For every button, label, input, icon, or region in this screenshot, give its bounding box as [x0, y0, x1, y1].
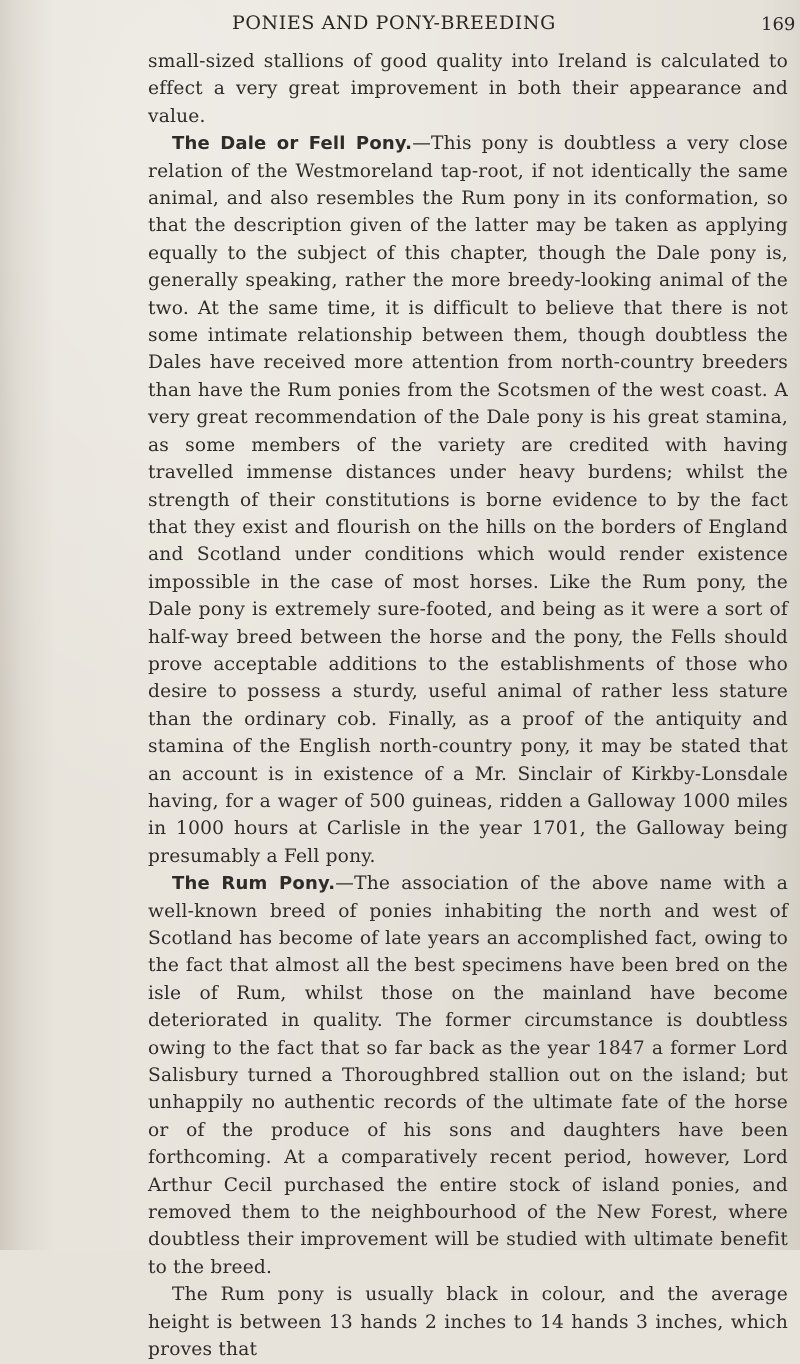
section-heading-rum-pony: The Rum Pony.	[172, 873, 336, 895]
paragraph-text: —This pony is doubtless a very close relation of the Westmoreland tap-root, if not identically the same animal, and also resembles the Rum pony in its conformation, so that the description given of the latter may be taken as applying equally to the subject of this chapter, though the Dale pony is, generally speaking, rather the more breedy-looking animal of the two. At the same time, it is difficult to believe that there is not some intimate relationship between them, though doubtless the Dales have received more attention from north-country breeders than have the Rum ponies from the Scotsmen of the west coast. A very great recommendation of the Dale pony is his great stamina, as some members of the variety are credited with having travelled immense distances under heavy burdens; whilst the strength of their constitutions is borne evidence to by the fact that they exist and flourish on the hills on the borders of England and Scotland under conditions which would render existence impossible in the case of most horses. Like the Rum pony, the Dale pony is extremely sure-footed, and being as it were a sort of half-way breed between the horse and the pony, the Fells should prove acceptable additions to the establishments of those who desire to possess a sturdy, useful animal of rather less stature than the ordinary cob. Finally, as a proof of the antiquity and stamina of the English north-country pony, it may be stated that an account is in existence of a Mr. Sinclair of Kirkby-Lonsdale having, for a wager of 500 guineas, ridden a Galloway 1000 miles in 1000 hours at Carlisle in the year 1701, the Galloway being presumably a Fell pony.	[148, 133, 788, 867]
section-heading-dale-pony: The Dale or Fell Pony.	[172, 133, 413, 155]
paragraph-rum-pony-colour	[148, 1281, 788, 1363]
page-header	[0, 6, 800, 38]
paragraph-continuation	[148, 48, 788, 130]
page-number: 169	[761, 14, 796, 35]
paragraph-text: —The association of the above name with a well-known breed of ponies inhabiting the north and west of Scotland has become of late years an accomplished fact, owing to the fact that almost all the best specimens have been bred on the isle of Rum, whilst those on the mainland have become deteriorated in quality. The former circumstance is doubtless owing to the fact that so far back as the year 1847 a former Lord Salisbury turned a Thoroughbred stallion out on the island; but unhappily no authentic records of the ultimate fate of the horse or of the produce of his sons and daughters have been forthcoming. At a comparatively recent period, however, Lord Arthur Cecil purchased the entire stock of island ponies, and removed them to the neighbourhood of the New Forest, where doubtless their improvement will be studied with ultimate benefit to the breed.	[148, 873, 788, 1278]
running-head: PONIES AND PONY-BREEDING	[232, 12, 556, 34]
paragraph-text: The Rum pony is usually black in colour, and the average height is between 13 hands 2 inches to 14 hands 3 inches, which proves that	[148, 1284, 788, 1361]
paragraph-text: small-sized stallions of good quality into Ireland is calculated to effect a very great improvement in both their appearance and value.	[148, 51, 788, 127]
body-text	[148, 48, 788, 1361]
paragraph-dale-pony	[148, 130, 788, 870]
paragraph-rum-pony	[148, 870, 788, 1281]
